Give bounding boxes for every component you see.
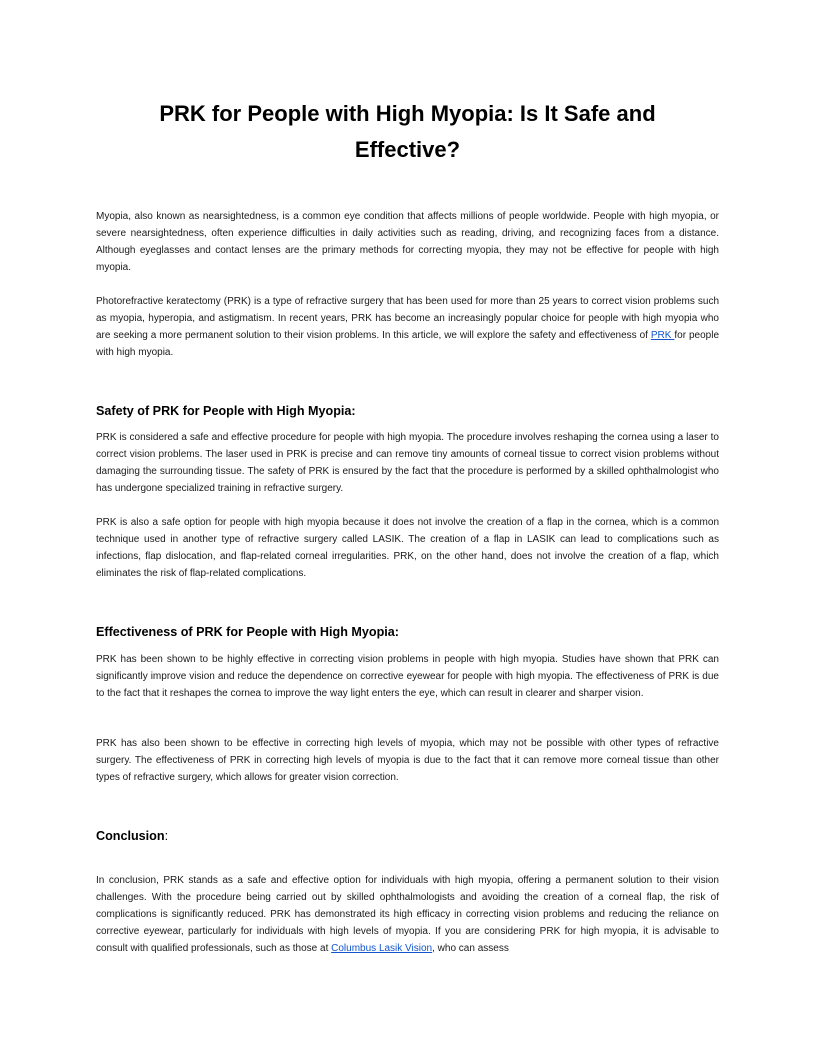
conclusion-paragraph-text: In conclusion, PRK stands as a safe and effective option for individuals with high myopia, offering a permanent solution to their vision challenges. With the procedure being carried out by skilled ophthalmologists and avoiding the creation of a corneal flap, the risk of complications is significantly reduced. PRK has demonstrated its high efficacy in correcting vision problems and reducing the reliance on corrective eyewear, particularly for individuals with high levels of myopia. If you are considering PRK for high myopia, it is advisable to consult with qualified professionals, such as those at [96,875,719,954]
safety-heading: Safety of PRK for People with High Myopia: [96,404,356,418]
intro-paragraph-2-tail: for people with high myopia. [96,330,720,358]
intro-paragraph-2 [96,293,719,361]
columbus-lasik-vision-link[interactable]: Columbus Lasik Vision [331,943,433,954]
prk-link[interactable]: PRK [650,330,675,341]
effectiveness-heading: Effectiveness of PRK for People with High Myopia: [96,625,399,639]
conclusion-heading [96,828,168,844]
effectiveness-paragraph-2: PRK has also been shown to be effective in correcting high levels of myopia, which may not be possible with other types of refractive surgery. The effectiveness of PRK in correcting high levels of myopia is due to the fact that it can remove more corneal tissue than other types of refractive surgery, which allows for greater vision correction. [96,738,719,783]
intro-paragraph-1: Myopia, also known as nearsightedness, is a common eye condition that affects millions of people worldwide. People with high myopia, or severe nearsightedness, often experience difficulties in daily activities such as reading, driving, and recognizing faces from a distance. Although eyeglasses and contact lenses are the primary methods for correcting myopia, they may not be effective for people with high myopia. [96,211,719,273]
safety-paragraph-1: PRK is considered a safe and effective procedure for people with high myopia. The procedure involves reshaping the cornea using a laser to correct vision problems. The laser used in PRK is precise and can remove tiny amounts of corneal tissue to correct vision problems without damaging the surrounding tissue. The safety of PRK is ensured by the fact that the procedure is performed by a skilled ophthalmologist who has undergone specialized training in refractive surgery. [96,432,719,494]
intro-paragraph-2-text: Photorefractive keratectomy (PRK) is a type of refractive surgery that has been used for more than 25 years to correct vision problems such as myopia, hyperopia, and astigmatism. In recent years, PRK has become an increasingly popular choice for people with high myopia who are seeking a more permanent solution to their vision problems. In this article, we will explore the safety and effectiveness of [96,296,719,341]
page-title-line-2: Effective? [354,137,461,162]
conclusion-paragraph-tail: , who can assess [432,943,509,954]
safety-paragraph-2: PRK is also a safe option for people with high myopia because it does not involve the creation of a flap in the cornea, which is a common technique used in another type of refractive surgery called LASIK. The creation of a flap in LASIK can lead to complications such as infections, flap dislocation, and flap-related corneal irregularities. PRK, on the other hand, does not involve the creation of a flap, which eliminates the risk of flap-related complications. [96,517,719,579]
page-title-line-1: PRK for People with High Myopia: Is It Safe and [159,101,656,126]
page-title [96,96,719,168]
effectiveness-paragraph-1: PRK has been shown to be highly effective in correcting vision problems in people with high myopia. Studies have shown that PRK can significantly improve vision and reduce the dependence on corrective eyewear for people with high myopia. The effectiveness of PRK is due to the fact that it reshapes the cornea to improve the way light enters the eye, which can result in clearer and sharper vision. [96,654,719,699]
conclusion-heading-colon: : [164,829,169,843]
conclusion-heading-text: Conclusion [96,829,165,843]
conclusion-paragraph-1 [96,872,719,957]
